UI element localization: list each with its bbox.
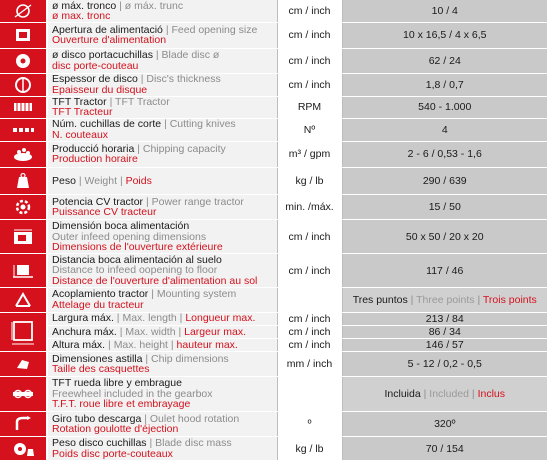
blade-disc-mass-icon (8, 440, 38, 458)
unit-cell: cm / inch (277, 0, 342, 23)
unit-cell: mm / inch (277, 352, 342, 377)
spec-row: Potencia CV tractor | Power range tractor Puissance CV tracteur min. /máx. 15 / 50 (0, 194, 547, 220)
value-cell: 10 / 4 (342, 0, 547, 23)
spec-row: ø disco portacuchillas | Blade disc ø disc porte-couteau cm / inch 62 / 24 (0, 48, 547, 74)
chip-dimensions-icon (8, 355, 38, 373)
unit-cell (277, 287, 342, 312)
value-cell: 10 x 16,5 / 4 x 6,5 (342, 23, 547, 49)
value-cell: 213 / 84 (342, 312, 547, 325)
unit-cell: cm / inch (277, 339, 342, 352)
infeed-dimensions-icon (8, 228, 38, 246)
freewheel-icon (8, 385, 38, 403)
unit-cell: m³ / gpm (277, 141, 342, 168)
value-cell: 86 / 34 (342, 325, 547, 338)
pto-tractor-icon (8, 98, 38, 116)
spec-row: Peso disco cuchillas | Blade disc mass Poids disc porte-couteaux kg / lb 70 / 154 (0, 437, 547, 461)
unit-cell (277, 376, 342, 411)
cutting-knives-icon (8, 121, 38, 139)
feed-opening-icon (8, 26, 38, 44)
hood-rotation-icon (8, 415, 38, 433)
unit-cell: cm / inch (277, 325, 342, 338)
unit-cell: cm / inch (277, 312, 342, 325)
value-cell: 117 / 46 (342, 254, 547, 288)
spec-row: Producció horaria | Chipping capacity Production horaire m³ / gpm 2 - 6 / 0,53 - 1,6 (0, 141, 547, 168)
unit-cell: kg / lb (277, 437, 342, 461)
value-cell: 2 - 6 / 0,53 - 1,6 (342, 141, 547, 168)
spec-row: Acoplamiento tractor | Mounting system Attelage du tracteur Tres puntos | Three points | Trois points (0, 287, 547, 312)
unit-cell: cm / inch (277, 74, 342, 97)
unit-cell: cm / inch (277, 48, 342, 74)
value-cell: 62 / 24 (342, 48, 547, 74)
spec-row: Dimensión boca alimentación Outer infeed opening dimensions Dimensions de l'ouverture extérieure cm / inch 50 x 50 / 20 x 20 (0, 220, 547, 254)
unit-cell: cm / inch (277, 23, 342, 49)
value-cell: 290 / 639 (342, 168, 547, 195)
unit-cell: cm / inch (277, 220, 342, 254)
spec-row: TFT Tractor | TFT Tractor TFT Tracteur RPM 540 - 1.000 (0, 96, 547, 119)
infeed-height-icon (8, 261, 38, 279)
value-cell: 70 / 154 (342, 437, 547, 461)
tractor-power-icon (8, 198, 38, 216)
spec-row: Distancia boca alimentación al suelo Distance to infeed oopening to floor Distance de l'ouverture d'alimentation au sol cm / inch 117 / 46 (0, 254, 547, 288)
spec-row: Anchura máx. | Max. width | Largeur max. cm / inch 86 / 34 (0, 325, 547, 338)
value-cell: Tres puntos | Three points | Trois points (342, 287, 547, 312)
value-cell: 15 / 50 (342, 194, 547, 220)
value-cell: 4 (342, 119, 547, 142)
spec-row: Largura máx. | Max. length | Longueur max. cm / inch 213 / 84 (0, 312, 547, 325)
spec-row: ø máx. tronco | ø máx. trunc ø max. tronc cm / inch 10 / 4 (0, 0, 547, 23)
value-cell: 320º (342, 411, 547, 437)
unit-cell: cm / inch (277, 254, 342, 288)
unit-cell: min. /máx. (277, 194, 342, 220)
mounting-system-icon (8, 291, 38, 309)
spec-row: Espessor de disco | Disc's thickness Epaisseur du disque cm / inch 1,8 / 0,7 (0, 74, 547, 97)
value-cell: 5 - 12 / 0,2 - 0,5 (342, 352, 547, 377)
log-diameter-icon (8, 2, 38, 20)
weight-icon (8, 172, 38, 190)
spec-row: TFT rueda libre y embrague Freewheel included in the gearbox T.F.T. roue libre et embrayage Incluida | Included | Inclus (0, 376, 547, 411)
blade-disc-icon (8, 52, 38, 70)
spec-row: Apertura de alimentació | Feed opening size Ouverture d'alimentation cm / inch 10 x 16,5 / 4 x 6,5 (0, 23, 547, 49)
length-icon (8, 314, 38, 350)
spec-row: Giro tubo descarga | Oulet hood rotation Rotation goulotte d'éjection º 320º (0, 411, 547, 437)
spec-row: Peso | Weight | Poids kg / lb 290 / 639 (0, 168, 547, 195)
value-cell: 50 x 50 / 20 x 20 (342, 220, 547, 254)
spec-row: Dimensiones astilla | Chip dimensions Taille des casquettes mm / inch 5 - 12 / 0,2 - 0,5 (0, 352, 547, 377)
spec-row: Núm. cuchillas de corte | Cutting knives N. couteaux Nº 4 (0, 119, 547, 142)
unit-cell: º (277, 411, 342, 437)
unit-cell: kg / lb (277, 168, 342, 195)
unit-cell: Nº (277, 119, 342, 142)
value-cell: 540 - 1.000 (342, 96, 547, 119)
spec-row: Altura máx. | Max. height | hauteur max. cm / inch 146 / 57 (0, 339, 547, 352)
value-cell: Incluida | Included | Inclus (342, 376, 547, 411)
chipping-capacity-icon (8, 145, 38, 163)
disc-thickness-icon (8, 76, 38, 94)
value-cell: 146 / 57 (342, 339, 547, 352)
value-cell: 1,8 / 0,7 (342, 74, 547, 97)
unit-cell: RPM (277, 96, 342, 119)
